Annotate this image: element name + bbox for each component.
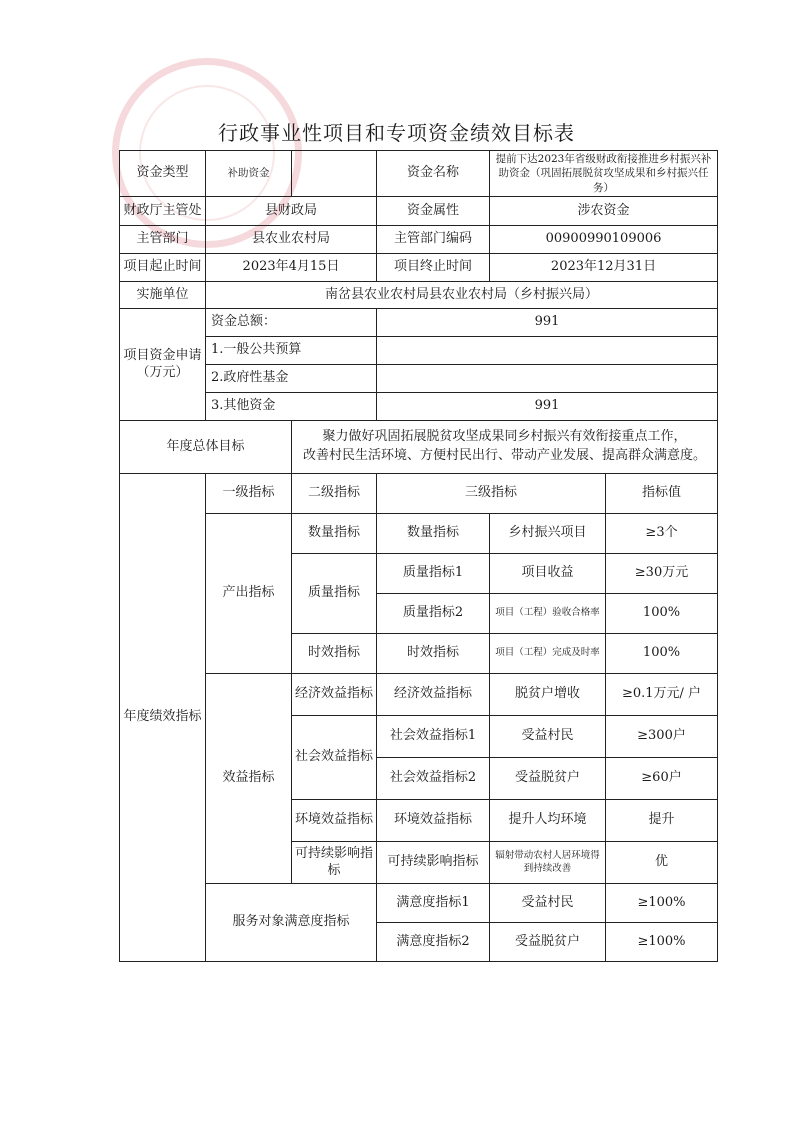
gov-fund-label: 2.政府性基金 <box>206 365 377 393</box>
level3-content: 乡村振兴项目 <box>490 514 606 554</box>
fund-application-label: 项目资金申请（万元） <box>120 309 206 421</box>
level3-content: 受益村民 <box>490 884 606 923</box>
level2-cell: 经济效益指标 <box>292 674 377 716</box>
table-row <box>120 421 718 474</box>
level2-cell: 时效指标 <box>292 634 377 674</box>
level3-content: 受益脱贫户 <box>490 923 606 962</box>
table-row <box>120 514 718 554</box>
level3-name: 环境效益指标 <box>377 800 490 842</box>
indicator-value: 优 <box>606 842 718 884</box>
fund-type-value: 补助资金 <box>206 151 292 197</box>
level3-name: 经济效益指标 <box>377 674 490 716</box>
level2-cell: 社会效益指标 <box>292 716 377 800</box>
table-row <box>120 254 718 282</box>
level3-content: 项目（工程）验收合格率 <box>490 594 606 634</box>
level3-content: 受益脱贫户 <box>490 758 606 800</box>
fund-name-label: 资金名称 <box>377 151 490 197</box>
performance-goal-table <box>119 150 718 962</box>
table-row <box>120 884 718 923</box>
fund-type-spare <box>292 151 377 197</box>
level3-name: 时效指标 <box>377 634 490 674</box>
general-budget-label: 1.一般公共预算 <box>206 337 377 365</box>
indicator-value: ≥300户 <box>606 716 718 758</box>
level3-header: 三级指标 <box>377 474 606 514</box>
start-time-label: 项目起止时间 <box>120 254 206 282</box>
indicator-value: ≥60户 <box>606 758 718 800</box>
table-row <box>120 309 718 337</box>
impl-unit-label: 实施单位 <box>120 282 206 309</box>
supervisor-code-value: 00900990109006 <box>490 226 718 254</box>
finance-dept-value: 县财政局 <box>206 197 377 226</box>
annual-goal-line: 聚力做好巩固拓展脱贫攻坚成果同乡村振兴有效衔接重点工作， <box>322 429 687 445</box>
level2-cell: 环境效益指标 <box>292 800 377 842</box>
level3-name: 社会效益指标2 <box>377 758 490 800</box>
level3-name: 质量指标1 <box>377 554 490 594</box>
supervisor-value: 县农业农村局 <box>206 226 377 254</box>
table-row <box>120 393 718 421</box>
table-row <box>120 674 718 716</box>
table-row <box>120 365 718 393</box>
fund-total-label: 资金总额： <box>206 309 377 337</box>
fund-name-value: 提前下达2023年省级财政衔接推进乡村振兴补助资金（巩固拓展脱贫攻坚成果和乡村振兴任务） <box>490 151 718 197</box>
level3-content: 项目（工程）完成及时率 <box>490 634 606 674</box>
level1-header: 一级指标 <box>206 474 292 514</box>
level3-content: 脱贫户增收 <box>490 674 606 716</box>
effect-indicator-label: 效益指标 <box>206 674 292 884</box>
document-title: 行政事业性项目和专项资金绩效目标表 <box>218 121 575 145</box>
table-row <box>120 197 718 226</box>
indicator-value: ≥0.1万元/ 户 <box>606 674 718 716</box>
indicator-value: ≥3个 <box>606 514 718 554</box>
level2-cell: 数量指标 <box>292 514 377 554</box>
output-indicator-label: 产出指标 <box>206 514 292 674</box>
annual-goal-line: 改善村民生活环境、方便村民出行、带动产业发展、提高群众满意度。 <box>303 448 707 463</box>
level3-content: 项目收益 <box>490 554 606 594</box>
fund-attr-value: 涉农资金 <box>490 197 718 226</box>
level3-name: 质量指标2 <box>377 594 490 634</box>
start-time-value: 2023年4月15日 <box>206 254 377 282</box>
level3-name: 可持续影响指标 <box>377 842 490 884</box>
indicator-value: 提升 <box>606 800 718 842</box>
level3-name: 满意度指标2 <box>377 923 490 962</box>
end-time-label: 项目终止时间 <box>377 254 490 282</box>
gov-fund-value <box>377 365 718 393</box>
supervisor-label: 主管部门 <box>120 226 206 254</box>
level3-name: 数量指标 <box>377 514 490 554</box>
end-time-value: 2023年12月31日 <box>490 254 718 282</box>
table-row <box>120 337 718 365</box>
other-fund-value: 991 <box>377 393 718 421</box>
table-row <box>120 226 718 254</box>
level2-cell: 可持续影响指标 <box>292 842 377 884</box>
fund-attr-label: 资金属性 <box>377 197 490 226</box>
general-budget-value <box>377 337 718 365</box>
level3-content: 辐射带动农村人居环境得到持续改善 <box>490 842 606 884</box>
indicator-value: ≥100% <box>606 923 718 962</box>
fund-total-value: 991 <box>377 309 718 337</box>
performance-label: 年度绩效指标 <box>120 474 206 962</box>
impl-unit-value: 南岔县农业农村局县农业农村局（乡村振兴局） <box>206 282 718 309</box>
table-row <box>120 282 718 309</box>
supervisor-code-label: 主管部门编码 <box>377 226 490 254</box>
level3-name: 满意度指标1 <box>377 884 490 923</box>
other-fund-label: 3.其他资金 <box>206 393 377 421</box>
annual-goal-text <box>292 421 718 474</box>
table-row <box>120 474 718 514</box>
indicator-value: ≥30万元 <box>606 554 718 594</box>
service-satisfaction-label: 服务对象满意度指标 <box>206 884 377 962</box>
level3-name: 社会效益指标1 <box>377 716 490 758</box>
level2-cell: 质量指标 <box>292 554 377 634</box>
level3-content: 受益村民 <box>490 716 606 758</box>
indicator-value: ≥100% <box>606 884 718 923</box>
indicator-value: 100% <box>606 634 718 674</box>
finance-dept-label: 财政厅主管处 <box>120 197 206 226</box>
fund-type-label: 资金类型 <box>120 151 206 197</box>
value-header: 指标值 <box>606 474 718 514</box>
annual-goal-label: 年度总体目标 <box>120 421 292 474</box>
indicator-value: 100% <box>606 594 718 634</box>
table-row <box>120 151 718 197</box>
level2-header: 二级指标 <box>292 474 377 514</box>
level3-content: 提升人均环境 <box>490 800 606 842</box>
